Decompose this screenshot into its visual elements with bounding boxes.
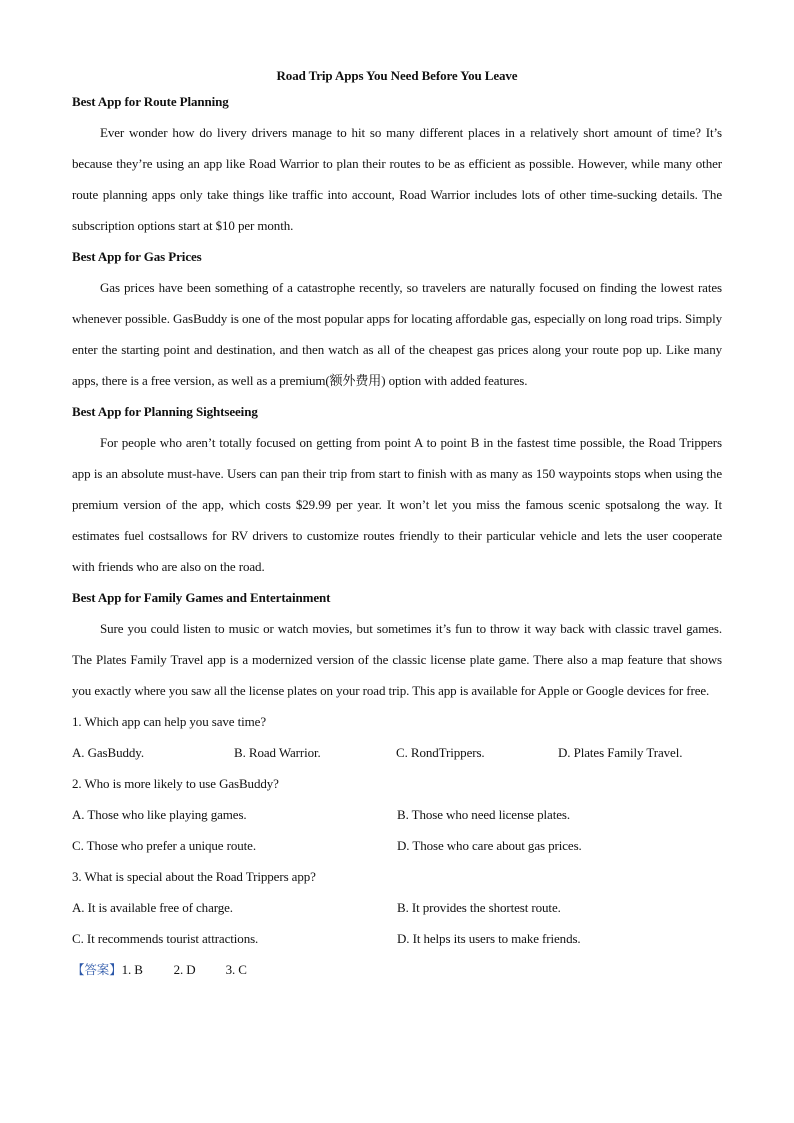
answer-item: 3. C <box>225 962 247 977</box>
option-row <box>72 830 722 861</box>
question-3 <box>72 861 722 954</box>
option-c: C. RondTrippers. <box>396 745 485 760</box>
option-c: C. Those who prefer a unique route. <box>72 838 256 853</box>
option-d: D. Plates Family Travel. <box>558 745 683 760</box>
option-d: D. It helps its users to make friends. <box>397 931 581 946</box>
section-paragraph: For people who aren’t totally focused on getting from point A to point B in the fastest time possible, the Road Trippers app is an absolute must-have. Users can pan their trip from start to finish with as many as 150 waypoints stops when using the premium version of the app, which costs $29.99 per year. It won’t let you miss the famous scenic spotsalong the way. It estimates fuel costsallows for RV drivers to customize routes friendly to their particular vehicle and lets the user cooperate with friends who are also on the road. <box>72 435 722 574</box>
question-text: 2. Who is more likely to use GasBuddy? <box>72 776 279 791</box>
answer-item: 2. D <box>173 962 196 977</box>
question-text: 1. Which app can help you save time? <box>72 714 266 729</box>
section-family-games <box>72 582 722 706</box>
section-gas-prices <box>72 241 722 396</box>
option-row <box>72 737 722 768</box>
answer-label: 【答案】 <box>72 962 122 977</box>
page-title: Road Trip Apps You Need Before You Leave <box>276 68 518 83</box>
section-heading: Best App for Route Planning <box>72 94 229 109</box>
section-route-planning <box>72 86 722 241</box>
section-heading: Best App for Family Games and Entertainment <box>72 590 331 605</box>
question-text: 3. What is special about the Road Trippers app? <box>72 869 316 884</box>
option-row <box>72 799 722 830</box>
section-sightseeing <box>72 396 722 582</box>
option-a: A. GasBuddy. <box>72 745 144 760</box>
option-b: B. Those who need license plates. <box>397 807 571 822</box>
option-d: D. Those who care about gas prices. <box>397 838 582 853</box>
document-page <box>72 66 722 985</box>
section-paragraph: Ever wonder how do livery drivers manage to hit so many different places in a relatively short amount of time? It’s because they’re using an app like Road Warrior to plan their routes to be as efficient as possible. However, while many other route planning apps only take things like traffic into account, Road Warrior includes lots of other time-sucking details. The subscription options start at $10 per month. <box>72 125 722 233</box>
option-row <box>72 892 722 923</box>
answer-key <box>72 954 722 985</box>
option-a: A. Those who like playing games. <box>72 807 247 822</box>
option-b: B. It provides the shortest route. <box>397 900 561 915</box>
section-paragraph: Gas prices have been something of a catastrophe recently, so travelers are naturally focused on finding the lowest rates whenever possible. GasBuddy is one of the most popular apps for locating affordable gas, especially on long road trips. Simply enter the starting point and destination, and then watch as all of the cheapest gas prices along your route pop up. Like many apps, there is a free version, as well as a premium(额外费用) option with added features. <box>72 280 722 388</box>
option-b: B. Road Warrior. <box>234 745 321 760</box>
section-paragraph: Sure you could listen to music or watch movies, but sometimes it’s fun to throw it way back with classic travel games. The Plates Family Travel app is a modernized version of the classic license plate game. There also a map feature that shows you exactly where you saw all the license plates on your road trip. This app is available for Apple or Google devices for free. <box>72 621 722 698</box>
option-c: C. It recommends tourist attractions. <box>72 931 259 946</box>
section-heading: Best App for Gas Prices <box>72 249 202 264</box>
option-a: A. It is available free of charge. <box>72 900 233 915</box>
section-heading: Best App for Planning Sightseeing <box>72 404 258 419</box>
question-2 <box>72 768 722 861</box>
answer-item: 1. B <box>121 962 143 977</box>
option-row <box>72 923 722 954</box>
question-1 <box>72 706 722 768</box>
